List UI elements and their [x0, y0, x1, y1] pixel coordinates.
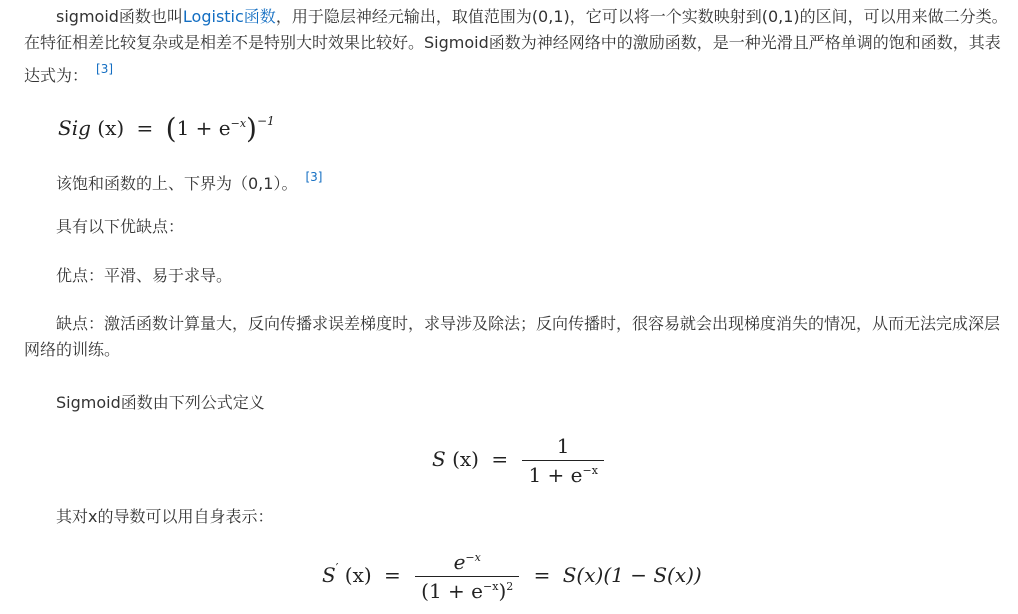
s-denominator-exp: −x [582, 464, 598, 477]
deriv-den-open: (1 + e [421, 579, 484, 603]
formula-one-plus-e: 1 + e [176, 116, 231, 140]
citation-link[interactable]: [3] [305, 170, 323, 184]
formula-lhs: Sig [58, 116, 91, 140]
open-paren: ( [165, 112, 177, 145]
intro-text-after: ，用于隐层神经元输出，取值范围为(0,1)，它可以将一个实数映射到(0,1)的区间，可以用来做二分类。在特征相差比较复杂或是相差不是特别大时效果比较好。Sigmoid函数为神经网络中的激励函数，是一种光滑且严格单调的饱和函数，其表达式为： [24, 7, 1008, 85]
deriv-lhs: S [322, 563, 336, 587]
formula-outer-exp: −1 [256, 114, 275, 128]
s-denominator-base: 1 + e [528, 463, 583, 487]
bounds-line [56, 166, 322, 195]
deriv-equals: = [384, 563, 401, 587]
pros-cons-heading: 具有以下优缺点： [56, 217, 185, 236]
s-fraction [522, 434, 603, 487]
deriv-denominator [415, 576, 519, 603]
s-denominator [522, 460, 603, 487]
deriv-numerator [415, 550, 519, 576]
logistic-function-link[interactable]: Logistic函数 [182, 7, 276, 26]
pros-text: 优点：平滑、易于求导。 [56, 266, 233, 285]
bounds-text: 该饱和函数的上、下界为（0,1）。 [56, 174, 298, 193]
s-lhs: S [432, 447, 446, 471]
s-numerator: 1 [556, 434, 570, 458]
close-paren: ) [246, 112, 257, 145]
deriv-prime: ′ [335, 561, 339, 575]
deriv-fraction [415, 550, 519, 603]
sigmoid-formula [58, 112, 275, 145]
s-arg: (x) [452, 447, 479, 471]
definition-text: Sigmoid函数由下列公式定义 [56, 393, 265, 412]
derivative-formula [322, 550, 702, 603]
deriv-rhs: S(x)(1 − S(x)) [562, 563, 702, 587]
formula-exp: −x [230, 117, 247, 130]
deriv-arg: (x) [344, 563, 372, 587]
derivative-text: 其对x的导数可以用自身表示： [56, 507, 274, 526]
cons-paragraph: 缺点：激活函数计算量大，反向传播求误差梯度时，求导涉及除法；反向传播时，很容易就会出现梯度消失的情况，从而无法完成深层网络的训练。 [24, 314, 1001, 359]
deriv-num-base: e [453, 550, 466, 574]
deriv-den-square: 2 [506, 580, 514, 593]
deriv-num-exp: −x [465, 551, 481, 564]
s-formula [432, 434, 610, 487]
intro-text-before: sigmoid函数也叫 [56, 7, 183, 26]
deriv-equals-2: = [533, 563, 551, 587]
intro-paragraph [24, 4, 1009, 89]
formula-equals: = [136, 116, 154, 140]
deriv-den-close: ) [498, 579, 507, 603]
deriv-den-exp: −x [483, 580, 499, 593]
citation-link[interactable]: [3] [96, 62, 114, 76]
s-equals: = [491, 447, 509, 471]
formula-arg: (x) [97, 116, 125, 140]
